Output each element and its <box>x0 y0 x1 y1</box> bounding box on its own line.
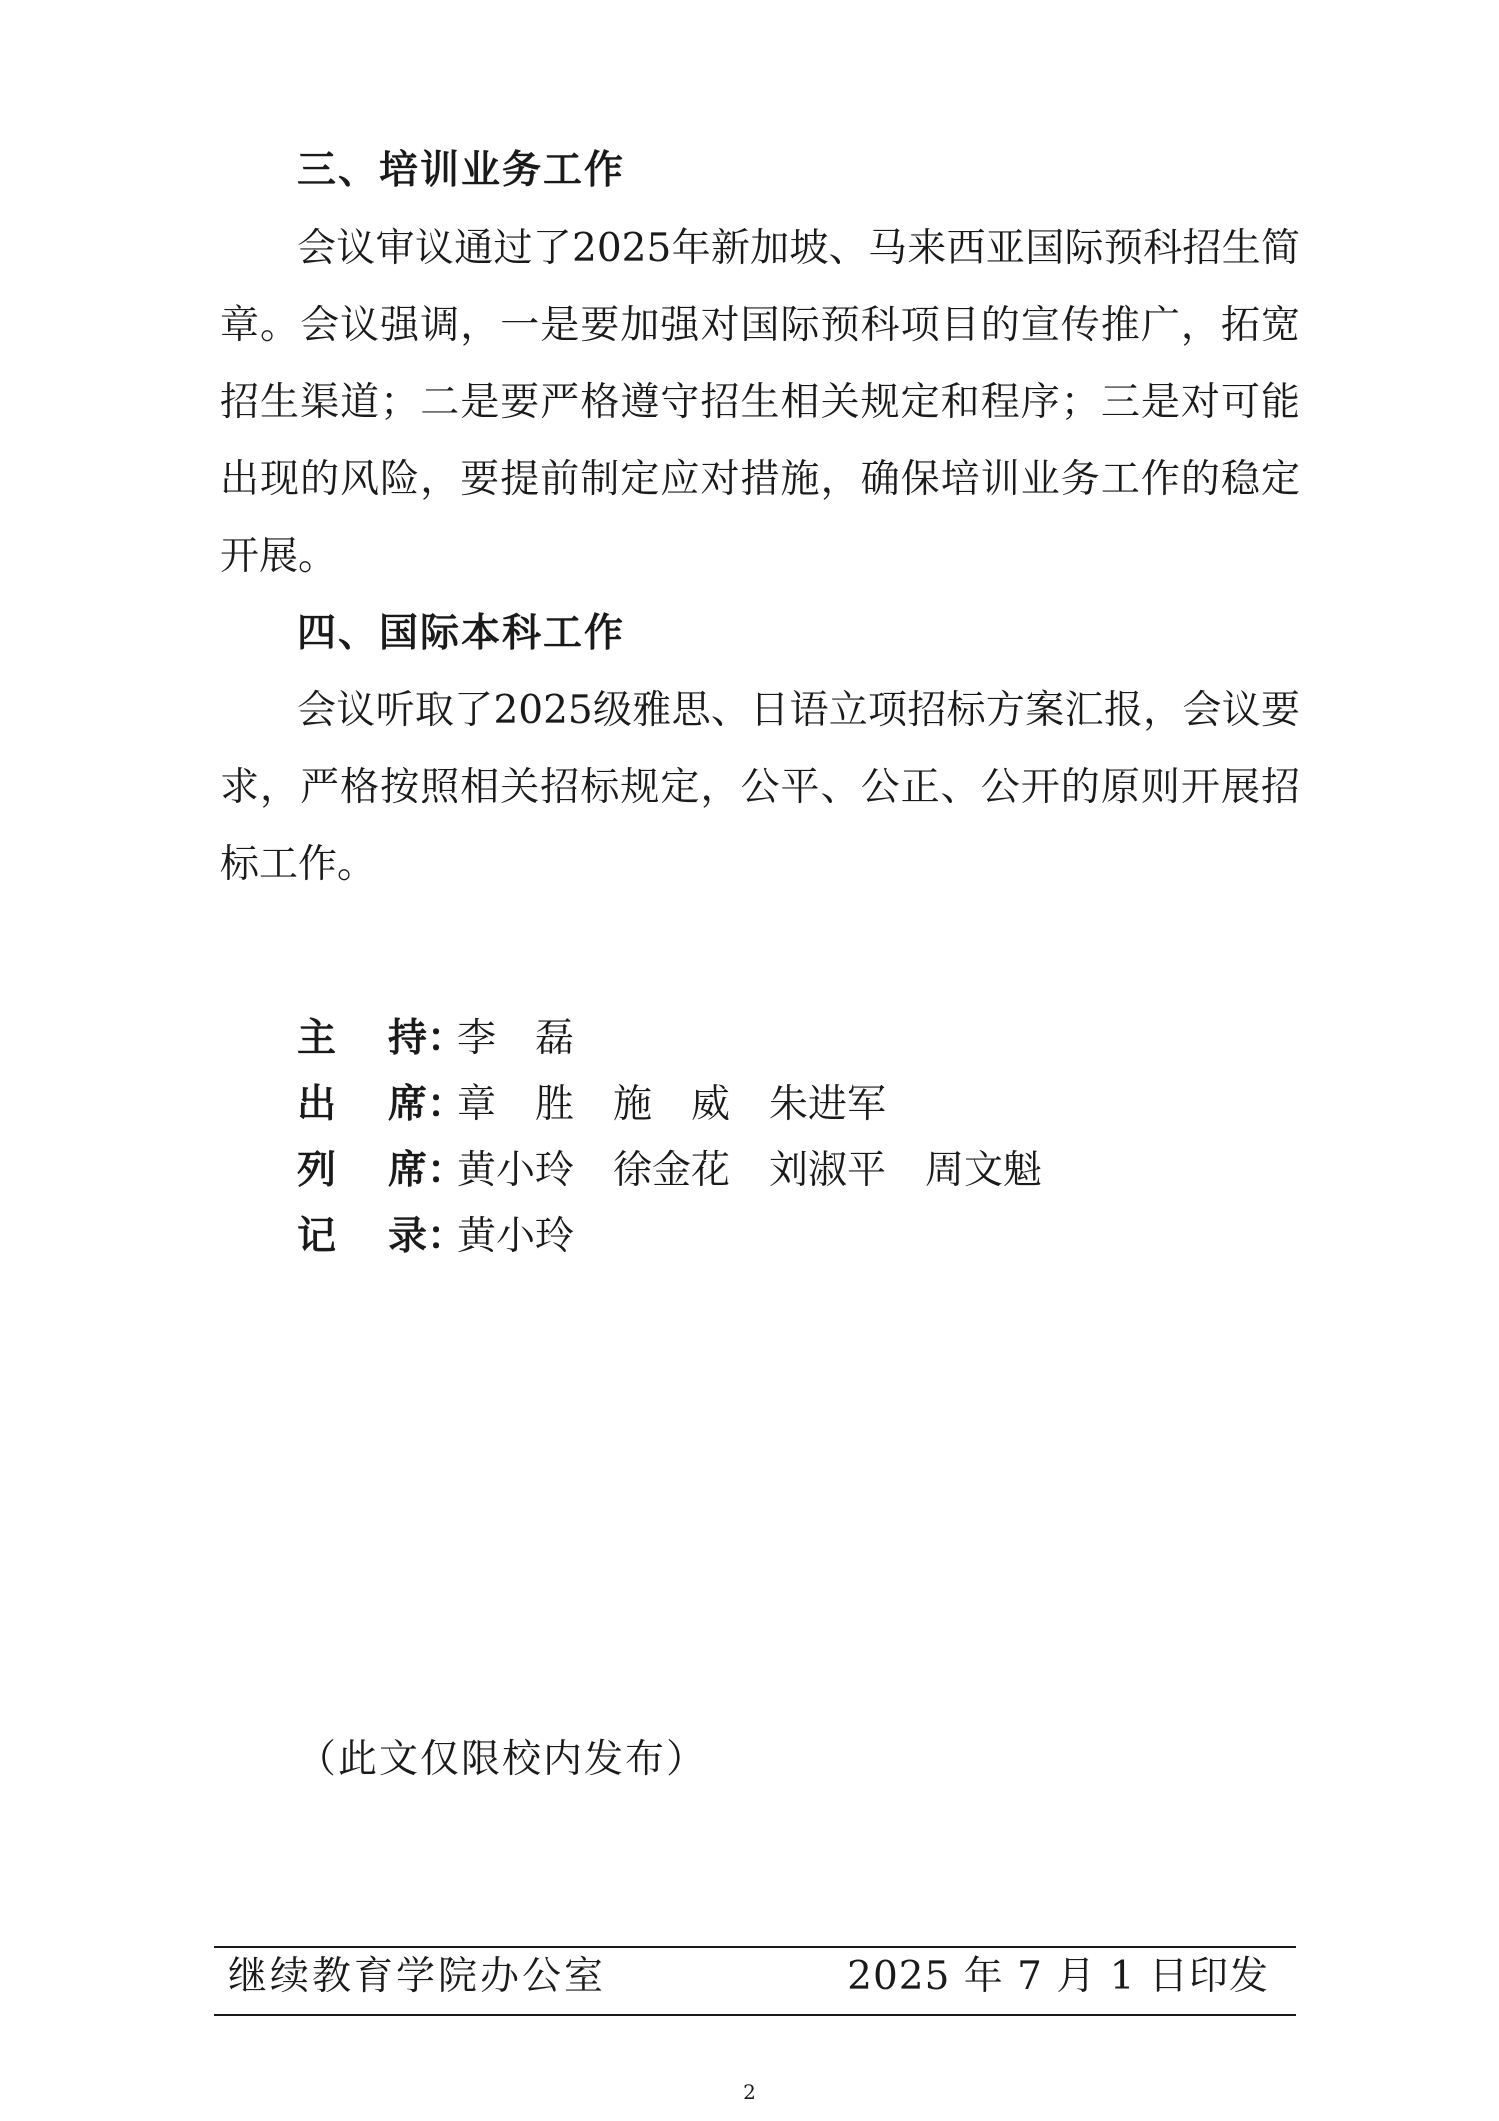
distribution-note: （此文仅限校内发布） <box>297 1737 708 1782</box>
attendance-names: 章 胜 施 威 朱进军 <box>457 1082 887 1127</box>
paragraph-line: 会议听取了2025级雅思、日语立项招标方案汇报，会议要 <box>297 688 1300 733</box>
attendance-label: 主持 <box>297 1016 427 1061</box>
paragraph-line: 标工作。 <box>220 842 377 887</box>
section-heading-undergraduate: 四、国际本科工作 <box>297 611 626 656</box>
attendance-colon: ： <box>427 1082 467 1127</box>
attendance-names: 黄小玲 徐金花 刘淑平 周文魁 <box>457 1148 1043 1193</box>
attendance-names: 李 磊 <box>457 1016 575 1061</box>
attendance-colon: ： <box>427 1214 467 1259</box>
footer-issuer: 继续教育学院办公室 <box>228 1954 607 1999</box>
paragraph-line: 章。会议强调，一是要加强对国际预科项目的宣传推广，拓宽 <box>220 303 1300 348</box>
footer-top-rule <box>214 1946 1296 1948</box>
attendance-colon: ： <box>427 1148 467 1193</box>
attendance-observers <box>297 1146 1042 1196</box>
footer-bottom-rule <box>214 2014 1296 2016</box>
paragraph-line: 出现的风险，要提前制定应对措施，确保培训业务工作的稳定 <box>220 457 1300 502</box>
attendance-label: 记录 <box>297 1214 427 1259</box>
paragraph-line: 开展。 <box>220 534 338 579</box>
attendance-recorder <box>297 1212 574 1262</box>
attendance-host <box>297 1014 574 1064</box>
paragraph-line: 会议审议通过了2025年新加坡、马来西亚国际预科招生简 <box>297 226 1300 271</box>
attendance-label: 出席 <box>297 1082 427 1127</box>
page-number: 2 <box>743 2080 756 2104</box>
section-heading-training: 三、培训业务工作 <box>297 148 626 193</box>
attendance-label: 列席 <box>297 1148 427 1193</box>
attendance-colon: ： <box>427 1016 467 1061</box>
paragraph-line: 招生渠道；二是要严格遵守招生相关规定和程序；三是对可能 <box>220 380 1300 425</box>
attendance-names: 黄小玲 <box>457 1214 575 1259</box>
attendance-present <box>297 1080 886 1130</box>
paragraph-line: 求，严格按照相关招标规定，公平、公正、公开的原则开展招 <box>220 765 1300 810</box>
footer-date: 2025 年 7 月 1 日印发 <box>847 1954 1269 1999</box>
